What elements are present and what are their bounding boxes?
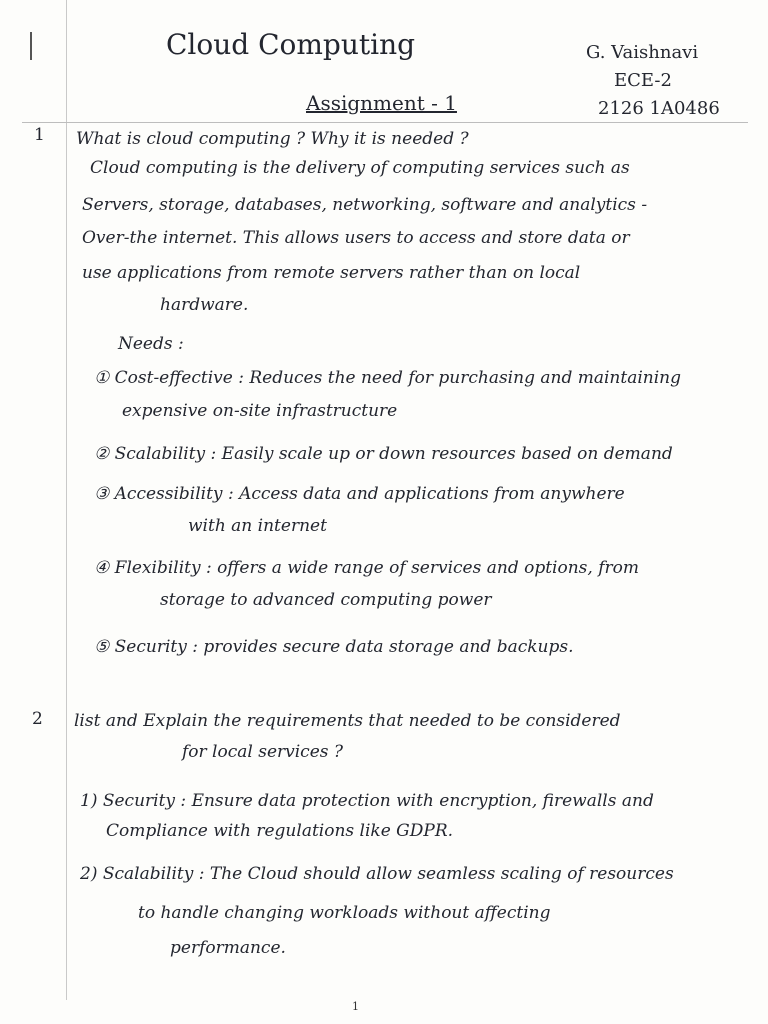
q2-answer-line: 2) Scalability : The Cloud should allow seamless scaling of resources bbox=[80, 864, 674, 884]
header-rule bbox=[22, 122, 748, 123]
q1-answer-line: Cloud computing is the delivery of computing services such as bbox=[90, 158, 630, 178]
needs-item: ④ Flexibility : offers a wide range of services and options, from bbox=[94, 558, 639, 578]
edge-mark bbox=[30, 32, 32, 60]
q2-answer-line: performance. bbox=[170, 938, 286, 958]
margin-line bbox=[66, 0, 67, 1000]
student-class: ECE-2 bbox=[614, 70, 672, 91]
needs-item: storage to advanced computing power bbox=[160, 590, 492, 610]
q2-question-line: list and Explain the requirements that needed to be considered bbox=[74, 711, 621, 731]
needs-item: with an internet bbox=[188, 516, 327, 536]
q2-answer-line: to handle changing workloads without affecting bbox=[138, 903, 551, 923]
needs-item: ③ Accessibility : Access data and applications from anywhere bbox=[94, 484, 625, 504]
q2-answer-line: Compliance with regulations like GDPR. bbox=[106, 821, 454, 841]
q1-number: 1 bbox=[34, 125, 45, 145]
student-roll-no: 2126 1A0486 bbox=[598, 98, 720, 119]
needs-item: ② Scalability : Easily scale up or down resources based on demand bbox=[94, 444, 673, 464]
assignment-title: Assignment - 1 bbox=[306, 91, 457, 115]
q1-answer-line: Over-the internet. This allows users to access and store data or bbox=[82, 228, 630, 248]
needs-item: expensive on-site infrastructure bbox=[122, 401, 398, 421]
needs-item: ⑤ Security : provides secure data storage and backups. bbox=[94, 637, 574, 657]
q1-question: What is cloud computing ? Why it is needed ? bbox=[76, 129, 469, 149]
q1-answer-line: Servers, storage, databases, networking, software and analytics - bbox=[82, 195, 648, 215]
needs-heading: Needs : bbox=[118, 334, 184, 354]
q2-answer-line: 1) Security : Ensure data protection with encryption, firewalls and bbox=[80, 791, 654, 811]
q1-answer-line: use applications from remote servers rather than on local bbox=[82, 263, 581, 283]
needs-item: ① Cost-effective : Reduces the need for purchasing and maintaining bbox=[94, 368, 681, 388]
student-name: G. Vaishnavi bbox=[586, 42, 699, 63]
page-number: 1 bbox=[352, 1000, 359, 1013]
q1-answer-line: hardware. bbox=[160, 295, 249, 315]
q2-question-line: for local services ? bbox=[182, 742, 344, 762]
page-title: Cloud Computing bbox=[166, 28, 416, 61]
q2-number: 2 bbox=[32, 709, 43, 729]
